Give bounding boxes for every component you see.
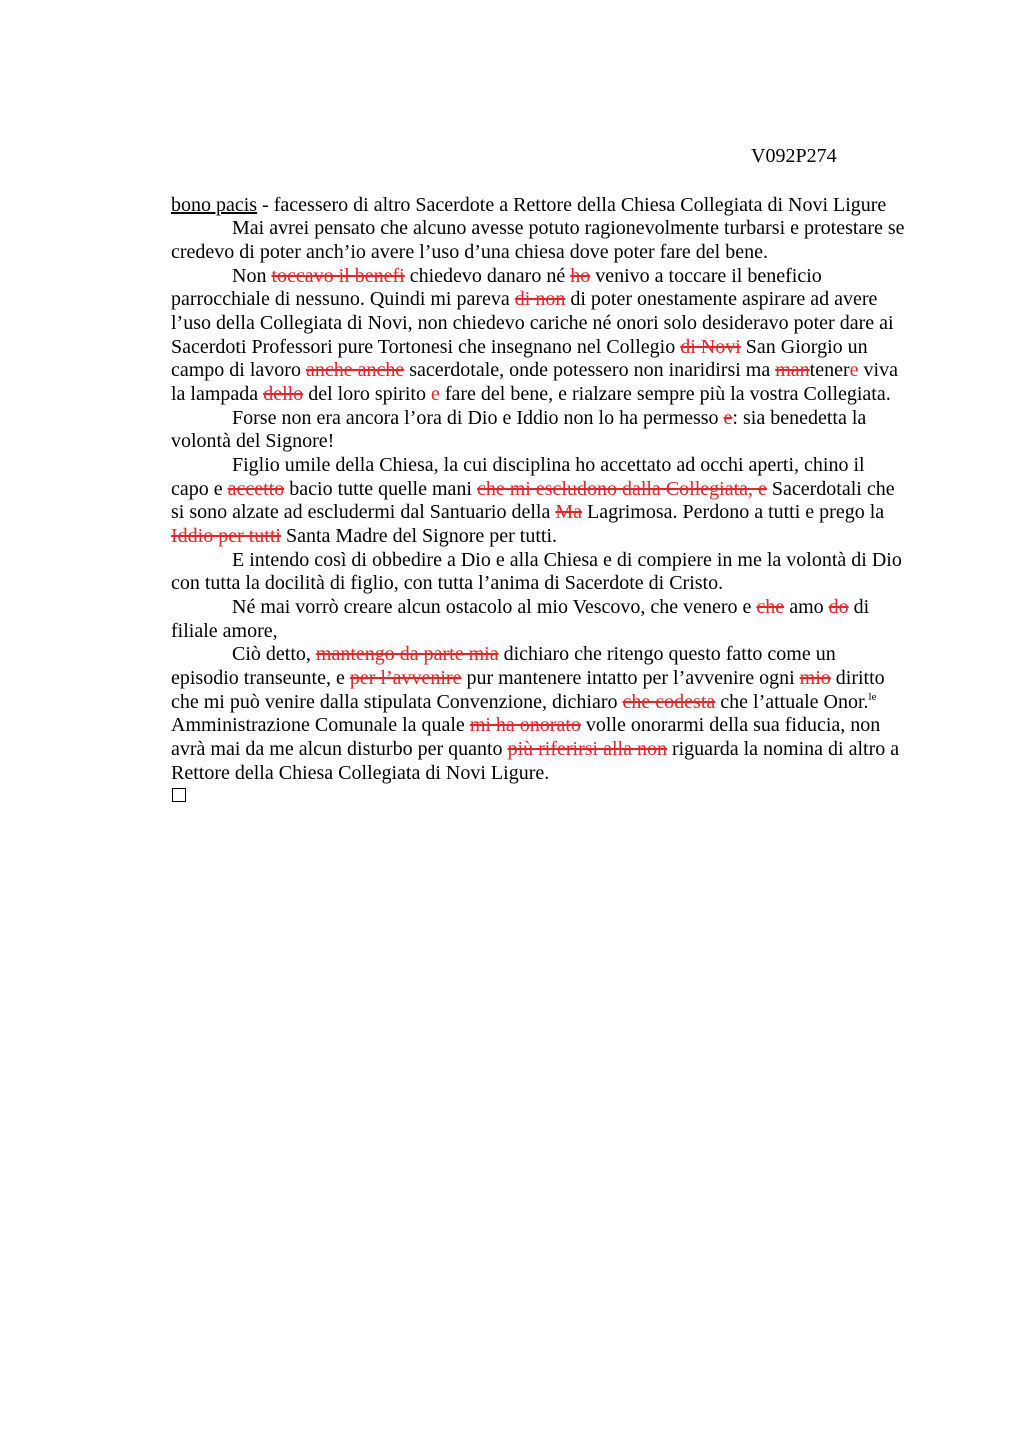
empty-square-icon: [172, 788, 186, 802]
deleted-text: ho: [570, 264, 591, 287]
text-line: [171, 336, 951, 360]
text-run: Non: [232, 264, 272, 287]
text-line: [171, 241, 951, 265]
deleted-text: che mi escludono dalla Collegiata, e: [476, 477, 767, 500]
text-run: tener: [809, 359, 850, 382]
text-run: Forse non era ancora l’ora di Dio e Iddio non lo ha permesso: [232, 406, 724, 429]
text-line: [171, 596, 951, 620]
text-line: [171, 691, 951, 715]
text-line: [171, 738, 951, 762]
text-run: del loro spirito: [303, 382, 431, 405]
text-line: [171, 454, 951, 478]
deleted-text: mi ha onorato: [469, 714, 581, 737]
text-run: credevo di poter anch’io avere l’uso d’una chiesa dove poter fare del bene.: [171, 240, 768, 263]
text-run: Sacerdoti Professori pure Tortonesi che insegnano nel Collegio: [171, 335, 681, 358]
text-run: Amministrazione Comunale la quale: [171, 714, 470, 737]
text-line: [171, 549, 951, 573]
text-run: E intendo così di obbedire a Dio e alla Chiesa e di compiere in me la volontà di Dio: [232, 548, 902, 571]
text-run: Rettore della Chiesa Collegiata di Novi Ligure.: [171, 761, 550, 784]
text-line: [171, 312, 951, 336]
deleted-text: mio: [799, 666, 831, 689]
inserted-text: e: [430, 382, 440, 405]
paragraph: [171, 643, 951, 785]
text-run: con tutta la docilità di figlio, con tutta l’anima di Sacerdote di Cristo.: [171, 572, 724, 595]
paragraph: [171, 407, 951, 454]
text-run: capo e: [171, 477, 228, 500]
inserted-text: e: [849, 359, 859, 382]
text-line: [171, 667, 951, 691]
text-run: - facessero di altro Sacerdote a Rettore della Chiesa Collegiata di Novi Ligure: [257, 193, 887, 216]
text-run: dichiaro che ritengo questo fatto come un: [498, 643, 836, 666]
text-run: bacio tutte quelle mani: [284, 477, 477, 500]
deleted-text: di Novi: [680, 335, 741, 358]
text-line: [171, 407, 951, 431]
deleted-text: che: [756, 595, 785, 618]
text-run: di poter onestamente aspirare ad avere: [565, 288, 878, 311]
text-run: volle onorarmi della sua fiducia, non: [580, 714, 881, 737]
text-run: sacerdotale, onde potessero non inaridirsi ma: [404, 359, 776, 382]
end-mark-line: [171, 785, 951, 809]
text-run: Santa Madre del Signore per tutti.: [280, 524, 558, 547]
deleted-text: per l’avvenire: [349, 666, 462, 689]
text-run: parrocchiale di nessuno. Quindi mi pareva: [171, 288, 515, 311]
deleted-text: che codesta: [622, 690, 716, 713]
deleted-text: Ma: [555, 501, 582, 524]
text-run: diritto: [830, 666, 885, 689]
text-run: fare del bene, e rialzare sempre più la vostra Collegiata.: [439, 382, 891, 405]
text-run: venivo a toccare il beneficio: [590, 264, 822, 287]
deleted-text: e: [723, 406, 733, 429]
text-run: Lagrimosa. Perdono a tutti e prego la: [582, 501, 885, 524]
text-line: [171, 620, 951, 644]
text-run: Mai avrei pensato che alcuno avesse potuto ragionevolmente turbarsi e protestare se: [232, 217, 905, 240]
text-line: [171, 785, 951, 809]
text-run: campo di lavoro: [171, 359, 306, 382]
text-run: Sacerdotali che: [766, 477, 895, 500]
deleted-text: di non: [514, 288, 566, 311]
deleted-text: anche anche: [305, 359, 405, 382]
text-run: pur mantenere intatto per l’avvenire ogni: [461, 666, 800, 689]
text-run: : sia benedetta la: [732, 406, 867, 429]
text-run: viva: [858, 359, 898, 382]
text-run: di: [848, 595, 870, 618]
text-run: riguarda la nomina di altro a: [666, 737, 900, 760]
text-run: San Giorgio un: [740, 335, 868, 358]
paragraph: [171, 265, 951, 407]
text-run: che l’attuale Onor.: [715, 690, 869, 713]
paragraph: [171, 217, 951, 264]
paragraph: [171, 596, 951, 643]
text-run: chiedevo danaro né: [404, 264, 571, 287]
text-line: [171, 525, 951, 549]
text-run: si sono alzate ad escludermi dal Santuario della: [171, 501, 556, 524]
page-id: V092P274: [751, 145, 837, 167]
text-run: la lampada: [171, 382, 264, 405]
paragraph: [171, 194, 951, 218]
text-line: [171, 288, 951, 312]
text-run: Ciò detto,: [232, 643, 316, 666]
deleted-text: man: [775, 359, 810, 382]
text-line: [171, 643, 951, 667]
text-run: avrà mai da me alcun disturbo per quanto: [171, 737, 508, 760]
text-line: [171, 359, 951, 383]
text-run: che mi può venire dalla stipulata Convenzione, dichiaro: [171, 690, 623, 713]
text-line: [171, 714, 951, 738]
paragraph: [171, 549, 951, 596]
text-line: [171, 265, 951, 289]
deleted-text: dello: [263, 382, 304, 405]
deleted-text: toccavo il benefi: [271, 264, 405, 287]
text-run: filiale amore,: [171, 619, 278, 642]
deleted-text: accetto: [227, 477, 285, 500]
text-line: [171, 762, 951, 786]
document-body: [171, 194, 951, 809]
text-run: episodio transeunte, e: [171, 666, 350, 689]
text-line: [171, 572, 951, 596]
deleted-text: mantengo da parte mia: [315, 643, 499, 666]
text-line: [171, 383, 951, 407]
deleted-text: do: [828, 595, 849, 618]
text-line: [171, 430, 951, 454]
deleted-text: Iddio per tutti: [171, 524, 281, 547]
text-run: volontà del Signore!: [171, 430, 335, 453]
paragraph: [171, 454, 951, 549]
text-run: Né mai vorrò creare alcun ostacolo al mio Vescovo, che venero e: [232, 595, 757, 618]
text-line: [171, 501, 951, 525]
text-run: amo: [784, 595, 829, 618]
superscript-text: le: [868, 690, 877, 703]
underlined-text: bono pacis: [171, 193, 258, 216]
text-run: Figlio umile della Chiesa, la cui disciplina ho accettato ad occhi aperti, chino il: [232, 453, 865, 476]
text-line: [171, 194, 951, 218]
text-run: l’uso della Collegiata di Novi, non chiedevo cariche né onori solo desideravo poter dare ai: [171, 311, 894, 334]
deleted-text: più riferirsi alla non: [507, 737, 667, 760]
text-line: [171, 478, 951, 502]
text-line: [171, 217, 951, 241]
